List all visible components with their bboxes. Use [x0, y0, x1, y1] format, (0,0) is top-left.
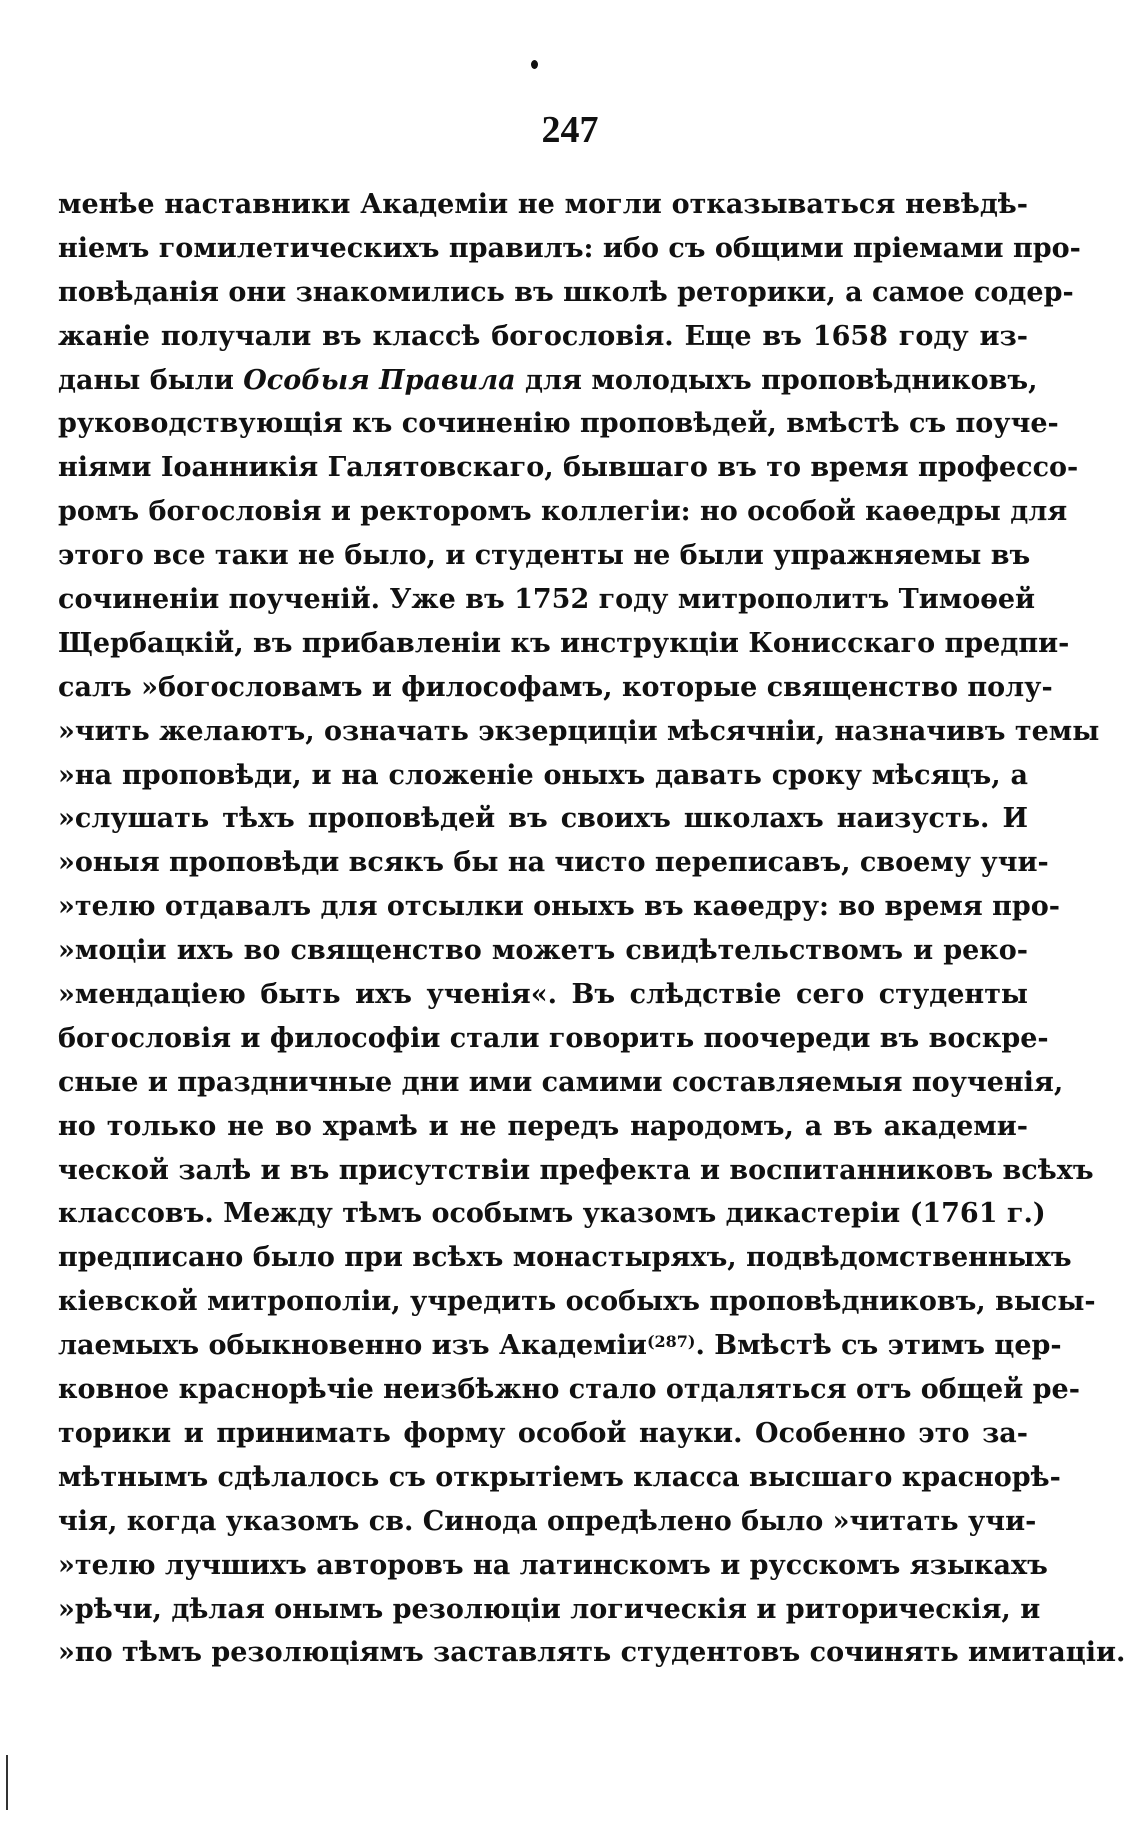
text-line	[58, 754, 1028, 798]
text-segment: лаемыхъ обыкновенно изъ Академіи	[58, 1330, 647, 1362]
text-segment: предписано было при всѣхъ монастыряхъ, подвѣдомственныхъ	[58, 1242, 1072, 1274]
text-line	[58, 1631, 1126, 1675]
left-edge-mark	[6, 1755, 8, 1810]
text-segment: »слушать тѣхъ проповѣдей въ своихъ школахъ наизусть. И	[58, 803, 1028, 835]
text-line	[58, 1280, 1096, 1324]
text-line	[58, 1544, 1048, 1588]
text-line	[58, 578, 1036, 622]
text-line	[58, 1500, 1037, 1544]
text-segment: »чить желаютъ, означать экзерциціи мѣсячніи, назначивъ темы	[58, 715, 1100, 747]
text-line	[58, 1017, 1049, 1061]
text-line	[58, 1236, 1072, 1280]
text-segment: классовъ. Между тѣмъ особымъ указомъ дикастеріи (1761 г.)	[58, 1198, 1046, 1230]
text-segment: сные и праздничные дни ими самими составляемыя поученія,	[58, 1066, 1064, 1098]
text-line	[58, 446, 1079, 490]
text-segment: повѣданія они знакомились въ школѣ реторики, а самое содер-	[58, 276, 1074, 308]
text-segment: кіевской митрополіи, учредить особыхъ проповѣдниковъ, высы-	[58, 1286, 1096, 1318]
text-line	[58, 797, 1028, 841]
text-segment: »на проповѣди, и на сложеніе оныхъ давать сроку мѣсяцъ, а	[58, 759, 1028, 791]
ink-dot	[531, 60, 538, 69]
text-segment: ковное краснорѣчіе неизбѣжно стало отдаляться отъ общей ре-	[58, 1374, 1080, 1406]
text-line	[58, 622, 1070, 666]
text-line	[58, 1368, 1080, 1412]
text-segment: даны были	[58, 364, 244, 396]
text-segment: менѣе наставники Академіи не могли отказываться невѣдѣ-	[58, 189, 1028, 220]
text-line	[58, 710, 1100, 754]
text-segment: »рѣчи, дѣлая онымъ резолюціи логическія и риторическія, и	[58, 1593, 1041, 1625]
text-line	[58, 1061, 1064, 1105]
page-number: 247	[541, 109, 599, 151]
text-segment: »мендаціею быть ихъ ученія«. Въ слѣдствіе сего студенты	[58, 979, 1028, 1011]
text-line	[58, 402, 1059, 446]
text-line	[58, 1105, 1028, 1149]
body-text	[58, 183, 1126, 1675]
text-line	[58, 1192, 1046, 1236]
text-line	[58, 885, 1060, 929]
text-line	[58, 666, 1053, 710]
text-segment: мѣтнымъ сдѣлалось съ открытіемъ класса высшаго краснорѣ-	[58, 1461, 1061, 1493]
text-line	[58, 359, 1038, 403]
text-line	[58, 271, 1074, 315]
text-segment: ческой залѣ и въ присутствіи префекта и воспитанниковъ всѣхъ	[58, 1154, 1094, 1186]
text-line	[58, 490, 1068, 534]
text-segment: руководствующія къ сочиненію проповѣдей, вмѣстѣ съ поуче-	[58, 408, 1059, 440]
text-segment: для молодыхъ проповѣдниковъ,	[515, 364, 1038, 396]
text-line	[58, 183, 1028, 227]
text-segment: торики и принимать форму особой науки. Особенно это за-	[58, 1417, 1028, 1449]
text-line	[58, 1588, 1041, 1632]
text-line	[58, 929, 1028, 973]
italic-title: Особыя Правила	[243, 364, 516, 396]
text-segment: »по тѣмъ резолюціямъ заставлять студентовъ сочинять имитаціи.	[58, 1637, 1126, 1669]
text-segment: Щербацкій, въ прибавленіи къ инструкціи Конисскаго предпи-	[58, 627, 1070, 659]
text-segment: . Вмѣстѣ съ этимъ цер-	[695, 1330, 1062, 1362]
text-line	[58, 227, 1081, 271]
text-segment: ніями Іоанникія Галятовскаго, бывшаго въ то время профессо-	[58, 452, 1079, 484]
text-segment: ромъ богословія и ректоромъ коллегіи: но особой каѳедры для	[58, 496, 1068, 528]
text-segment: салъ »богословамъ и философамъ, которые священство полу-	[58, 671, 1053, 703]
text-segment: жаніе получали въ классѣ богословія. Еще въ 1658 году из-	[58, 320, 1028, 352]
text-segment: сочиненіи поученій. Уже въ 1752 году митрополитъ Тимоѳей	[58, 584, 1036, 616]
text-segment: »телю лучшихъ авторовъ на латинскомъ и русскомъ языкахъ	[58, 1549, 1048, 1581]
footnote-ref: (287)	[646, 1332, 696, 1352]
text-line	[58, 1412, 1028, 1456]
text-segment: этого все таки не было, и студенты не были упражняемы въ	[58, 540, 1031, 572]
text-line	[58, 315, 1028, 359]
text-segment: но только не во храмѣ и не передъ народомъ, а въ академи-	[58, 1110, 1028, 1142]
text-line	[58, 841, 1049, 885]
text-segment: »оныя проповѣди всякъ бы на чисто переписавъ, своему учи-	[58, 847, 1049, 879]
text-line	[58, 1324, 1062, 1368]
text-segment: чія, когда указомъ св. Синода опредѣлено было »читать учи-	[58, 1505, 1037, 1537]
text-line	[58, 534, 1031, 578]
text-segment: »моціи ихъ во священство можетъ свидѣтельствомъ и реко-	[58, 935, 1028, 967]
text-segment: богословія и философіи стали говорить поочереди въ воскре-	[58, 1022, 1049, 1054]
text-segment: ніемъ гомилетическихъ правилъ: ибо съ общими пріемами про-	[58, 232, 1081, 264]
text-line	[58, 1149, 1094, 1193]
text-line	[58, 973, 1028, 1017]
text-segment: »телю отдавалъ для отсылки оныхъ въ каѳедру: во время про-	[58, 891, 1060, 923]
text-line	[58, 1456, 1061, 1500]
